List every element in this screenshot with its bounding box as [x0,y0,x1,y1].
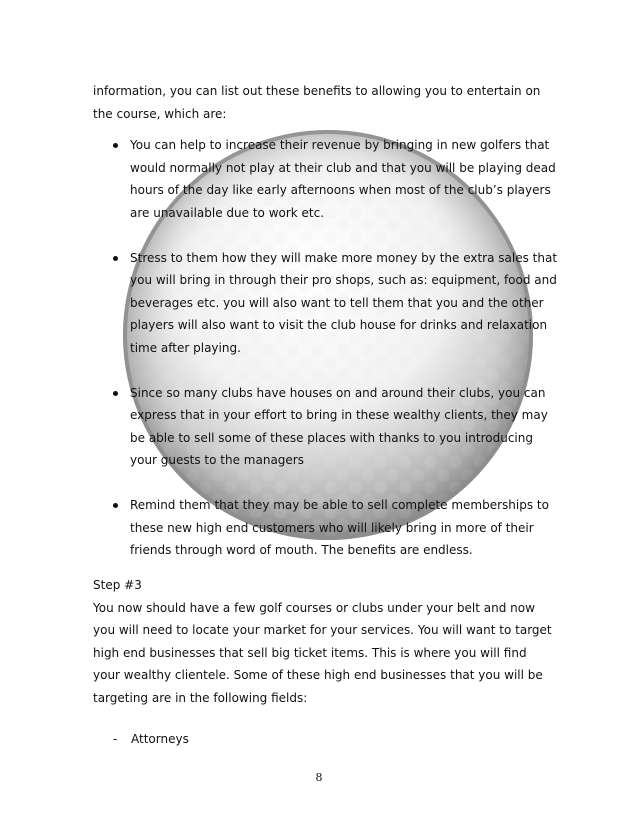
step-section [93,574,555,709]
step-paragraph: You now should have a few golf courses or clubs under your belt and now you will need to locate your market for your services. You will want to target high end businesses that sell big ticket items. This is where you will find your wealthy clientele. Some of these high end businesses that you will be targeting are in the following fields: [93,600,552,705]
list-item [93,247,563,360]
intro-paragraph: information, you can list out these benefits to allowing you to entertain on the course, which are: [93,84,541,121]
list-item [93,382,563,472]
list-item [93,134,563,224]
list-item-text: Since so many clubs have houses on and around their clubs, you can express that in your effort to bring in these wealthy clients, they may be able to sell some of these places with thanks to you introducing your guests to the managers [130,385,548,467]
step-heading: Step #3 [93,578,142,592]
bullet-marker [113,503,118,508]
dash-marker: - [113,732,118,746]
page-number: 8 [315,771,323,784]
list-item [93,494,563,562]
bullet-marker [113,391,118,396]
bullet-marker [113,256,118,261]
list-item-text: You can help to increase their revenue by bringing in new golfers that would normally not play at their club and that you will be playing dead hours of the day like early afternoons when most of the club’s players are unavailable due to work etc. [130,138,556,220]
benefits-list [93,134,563,584]
list-item-text: Remind them that they may be able to sell complete memberships to these new high end customers who will likely bring in more of their friends through word of mouth. The benefits are endless. [130,498,549,557]
bullet-marker [113,143,118,148]
dash-item-text: Attorneys [131,732,189,746]
list-item-text: Stress to them how they will make more money by the extra sales that you will bring in through their pro shops, such as: equipment, food and beverages etc. you will also want to tell them that you and the other players will also want to visit the club house for drinks and relaxation time after playing. [130,250,558,355]
dash-list-item [93,728,393,751]
